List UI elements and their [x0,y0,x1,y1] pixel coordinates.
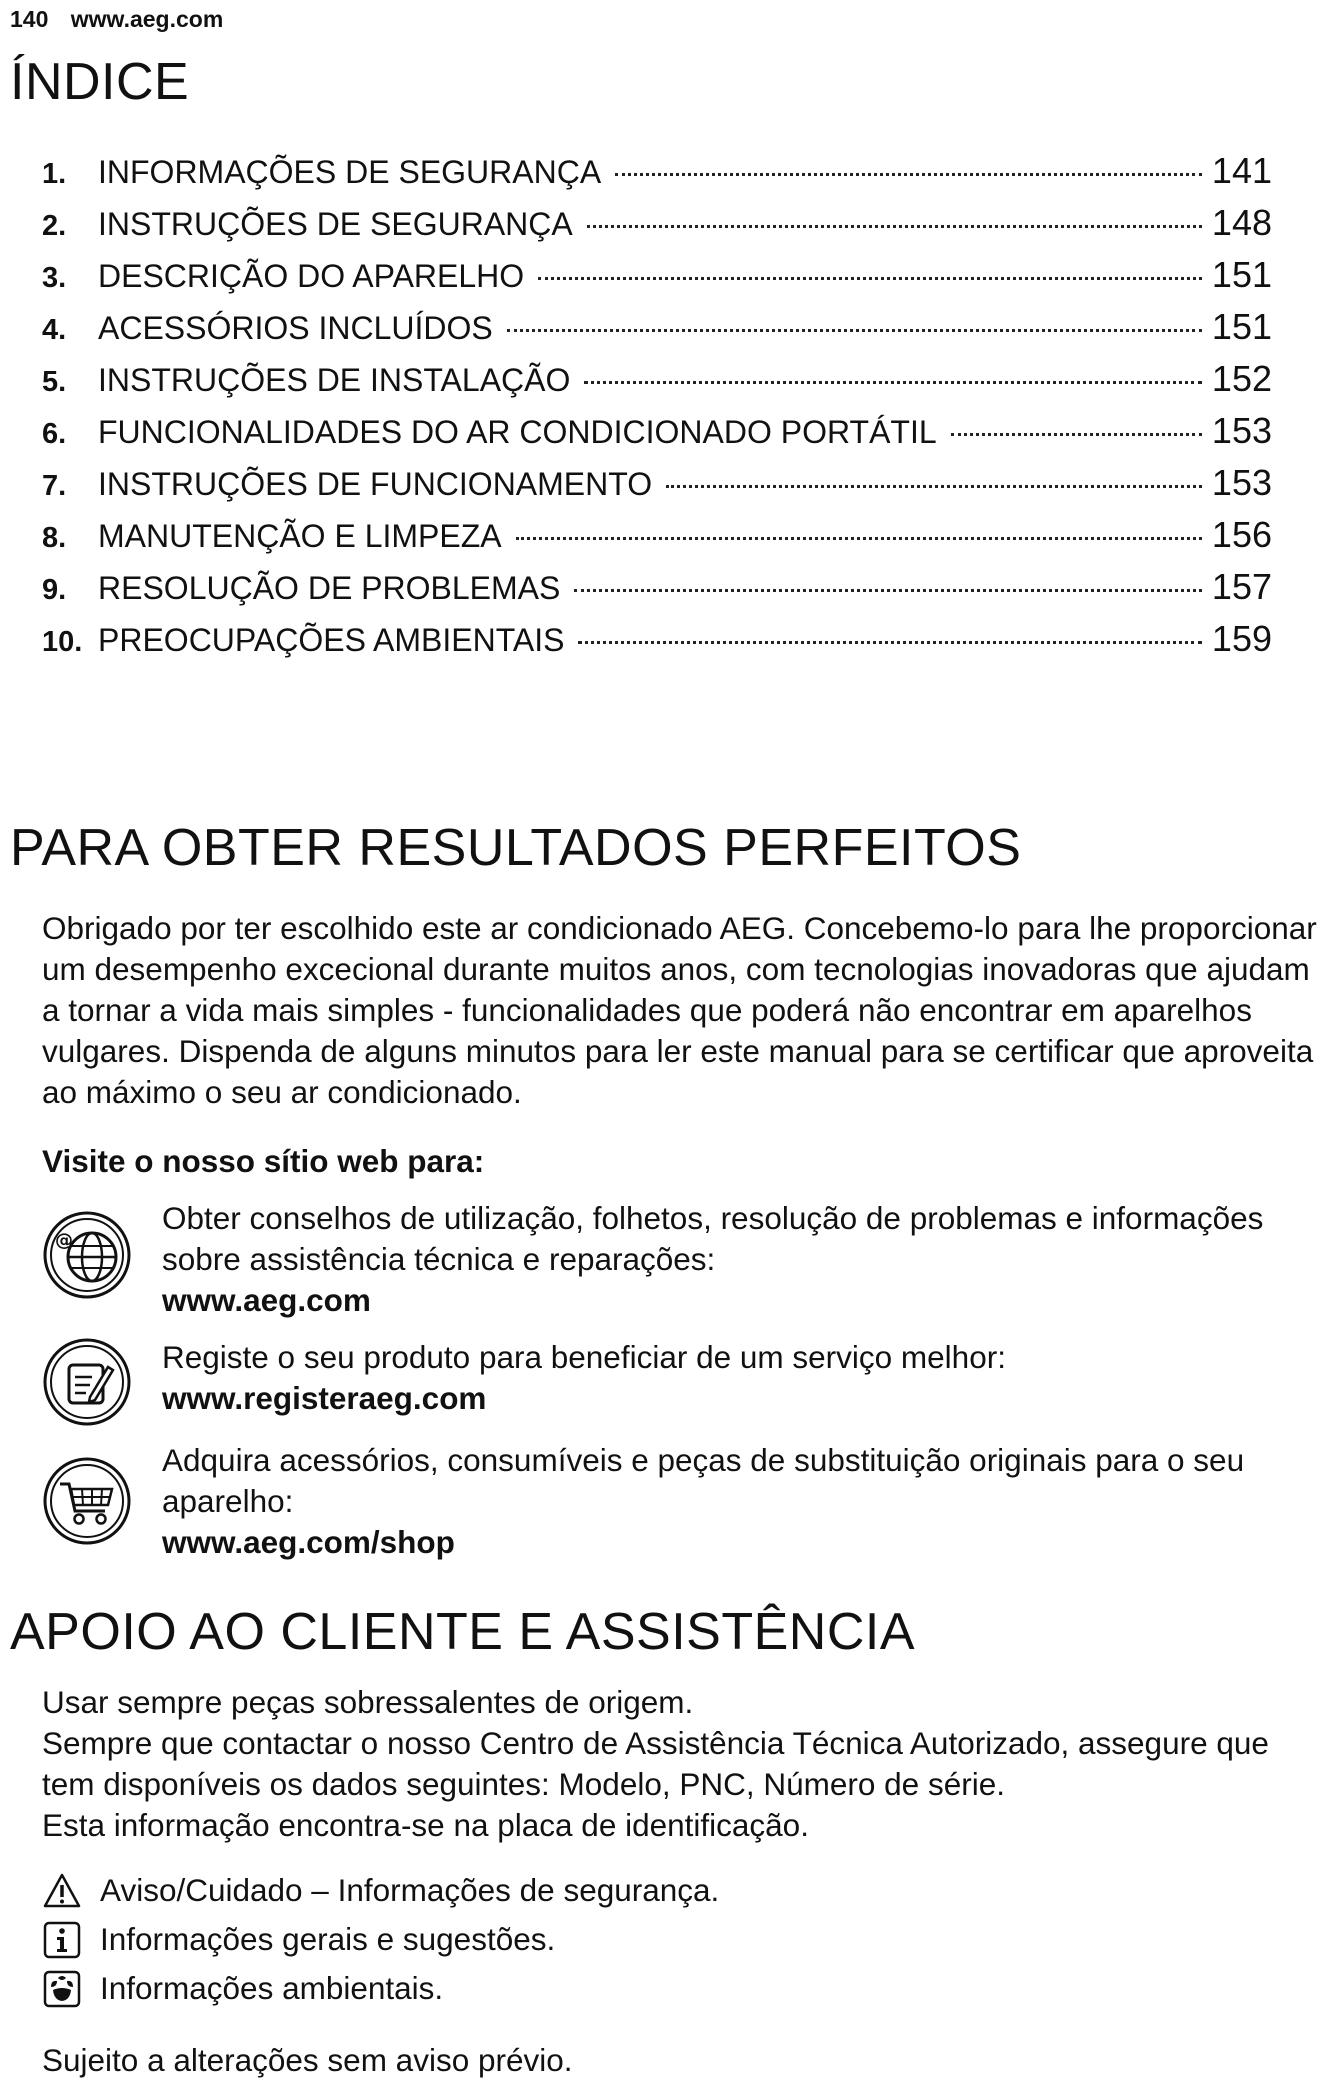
toc-page: 141 [1211,150,1272,191]
link-description: Registe o seu produto para beneficiar de um serviço melhor: [162,1339,1006,1375]
legend-item [42,1866,1142,1915]
toc-page: 153 [1211,410,1272,451]
toc-title: RESOLUÇÃO DE PROBLEMAS [98,570,561,606]
toc-title: PREOCUPAÇÕES AMBIENTAIS [98,622,565,658]
toc-page: 153 [1211,462,1272,503]
header-site[interactable]: www.aeg.com [70,6,224,32]
toc-entry[interactable] [42,514,1272,566]
toc-entry[interactable] [42,462,1272,514]
support-line-contact: Sempre que contactar o nosso Centro de Assistência Técnica Autorizado, assegure que tem disponíveis os dados seguintes: Modelo, PNC, Número de série. [42,1725,1269,1802]
visit-heading: Visite o nosso sítio web para: [42,1143,485,1179]
toc-leader [615,173,1202,176]
toc-entry[interactable] [42,150,1272,202]
link-description: Obter conselhos de utilização, folhetos, resolução de problemas e informações sobre assistência técnica e reparações: [162,1200,1264,1277]
legend-text: Informações gerais e sugestões. [100,1921,556,1957]
toc-entry[interactable] [42,202,1272,254]
legend-text: Aviso/Cuidado – Informações de segurança. [100,1872,720,1908]
index-title: ÍNDICE [10,53,190,111]
shop-link-item [42,1440,1327,1570]
toc-leader [666,485,1202,488]
toc-leader [951,433,1202,436]
toc-page: 152 [1211,358,1272,399]
toc-number: 6. [42,418,67,450]
toc-number: 9. [42,574,67,606]
shop-link[interactable]: www.aeg.com/shop [162,1524,455,1560]
link-description: Adquira acessórios, consumíveis e peças de substituição originais para o seu aparelho: [162,1442,1245,1519]
toc-leader [584,381,1202,384]
toc-entry[interactable] [42,306,1272,358]
shopping-cart-icon [42,1456,132,1546]
toc-title: ACESSÓRIOS INCLUÍDOS [98,310,493,346]
section-title-results: PARA OBTER RESULTADOS PERFEITOS [10,819,1022,877]
toc-number: 8. [42,522,67,554]
legend-text: Informações ambientais. [100,1970,444,2006]
toc-title: INSTRUÇÕES DE SEGURANÇA [98,206,573,242]
toc-leader [538,277,1202,280]
toc-page: 151 [1211,254,1272,295]
page-header [10,6,223,33]
toc-number: 2. [42,210,67,242]
toc-page: 157 [1211,566,1272,607]
toc-entry[interactable] [42,410,1272,462]
info-icon [42,1920,82,1960]
footer-note: Sujeito a alterações sem aviso prévio. [42,2042,573,2078]
page-number: 140 [10,6,49,32]
symbol-legend [42,1866,1142,2013]
toc-leader [578,641,1202,644]
toc-leader [574,589,1202,592]
toc-number: 5. [42,366,67,398]
warning-icon [42,1871,82,1911]
register-link-item [42,1337,1327,1437]
section-title-support: APOIO AO CLIENTE E ASSISTÊNCIA [10,1603,916,1661]
toc-title: DESCRIÇÃO DO APARELHO [98,258,525,294]
toc-title: INSTRUÇÕES DE FUNCIONAMENTO [98,466,653,502]
support-line-spare-parts: Usar sempre peças sobressalentes de origem. [42,1684,694,1720]
website-link-item [42,1198,1327,1328]
toc-number: 10. [42,626,83,658]
svg-text:@: @ [55,1230,73,1251]
table-of-contents [42,150,1272,670]
toc-number: 3. [42,262,67,294]
toc-page: 156 [1211,514,1272,555]
toc-title: MANUTENÇÃO E LIMPEZA [98,518,502,554]
toc-page: 151 [1211,306,1272,347]
environment-icon [42,1969,82,2009]
toc-title: INFORMAÇÕES DE SEGURANÇA [98,154,602,190]
globe-icon [42,1210,132,1300]
toc-page: 148 [1211,202,1272,243]
website-link[interactable]: www.aeg.com [162,1282,371,1318]
toc-page: 159 [1211,618,1272,659]
support-text [42,1682,1327,1846]
support-line-plate: Esta informação encontra-se na placa de identificação. [42,1807,809,1843]
toc-title: FUNCIONALIDADES DO AR CONDICIONADO PORTÁTIL [98,414,937,450]
toc-title: INSTRUÇÕES DE INSTALAÇÃO [98,362,571,398]
legend-item [42,1915,1142,1964]
register-icon [42,1337,132,1427]
legend-item [42,1964,1142,2013]
toc-entry[interactable] [42,566,1272,618]
register-link[interactable]: www.registeraeg.com [162,1380,487,1416]
toc-number: 1. [42,158,67,190]
toc-leader [507,329,1202,332]
toc-number: 4. [42,314,67,346]
toc-entry[interactable] [42,358,1272,410]
toc-number: 7. [42,470,67,502]
intro-paragraph: Obrigado por ter escolhido este ar condicionado AEG. Concebemo-lo para lhe proporcionar um desempenho excecional durante muitos anos, com tecnologias inovadoras que ajudam a tornar a vida mais simples - funcionalidades que poderá não encontrar em aparelhos vulgares. Dispenda de alguns minutos para ler este manual para se certificar que aproveita ao máximo o seu ar condicionado. [42,910,1317,1110]
toc-leader [587,225,1202,228]
toc-leader [516,537,1202,540]
toc-entry[interactable] [42,618,1272,670]
toc-entry[interactable] [42,254,1272,306]
